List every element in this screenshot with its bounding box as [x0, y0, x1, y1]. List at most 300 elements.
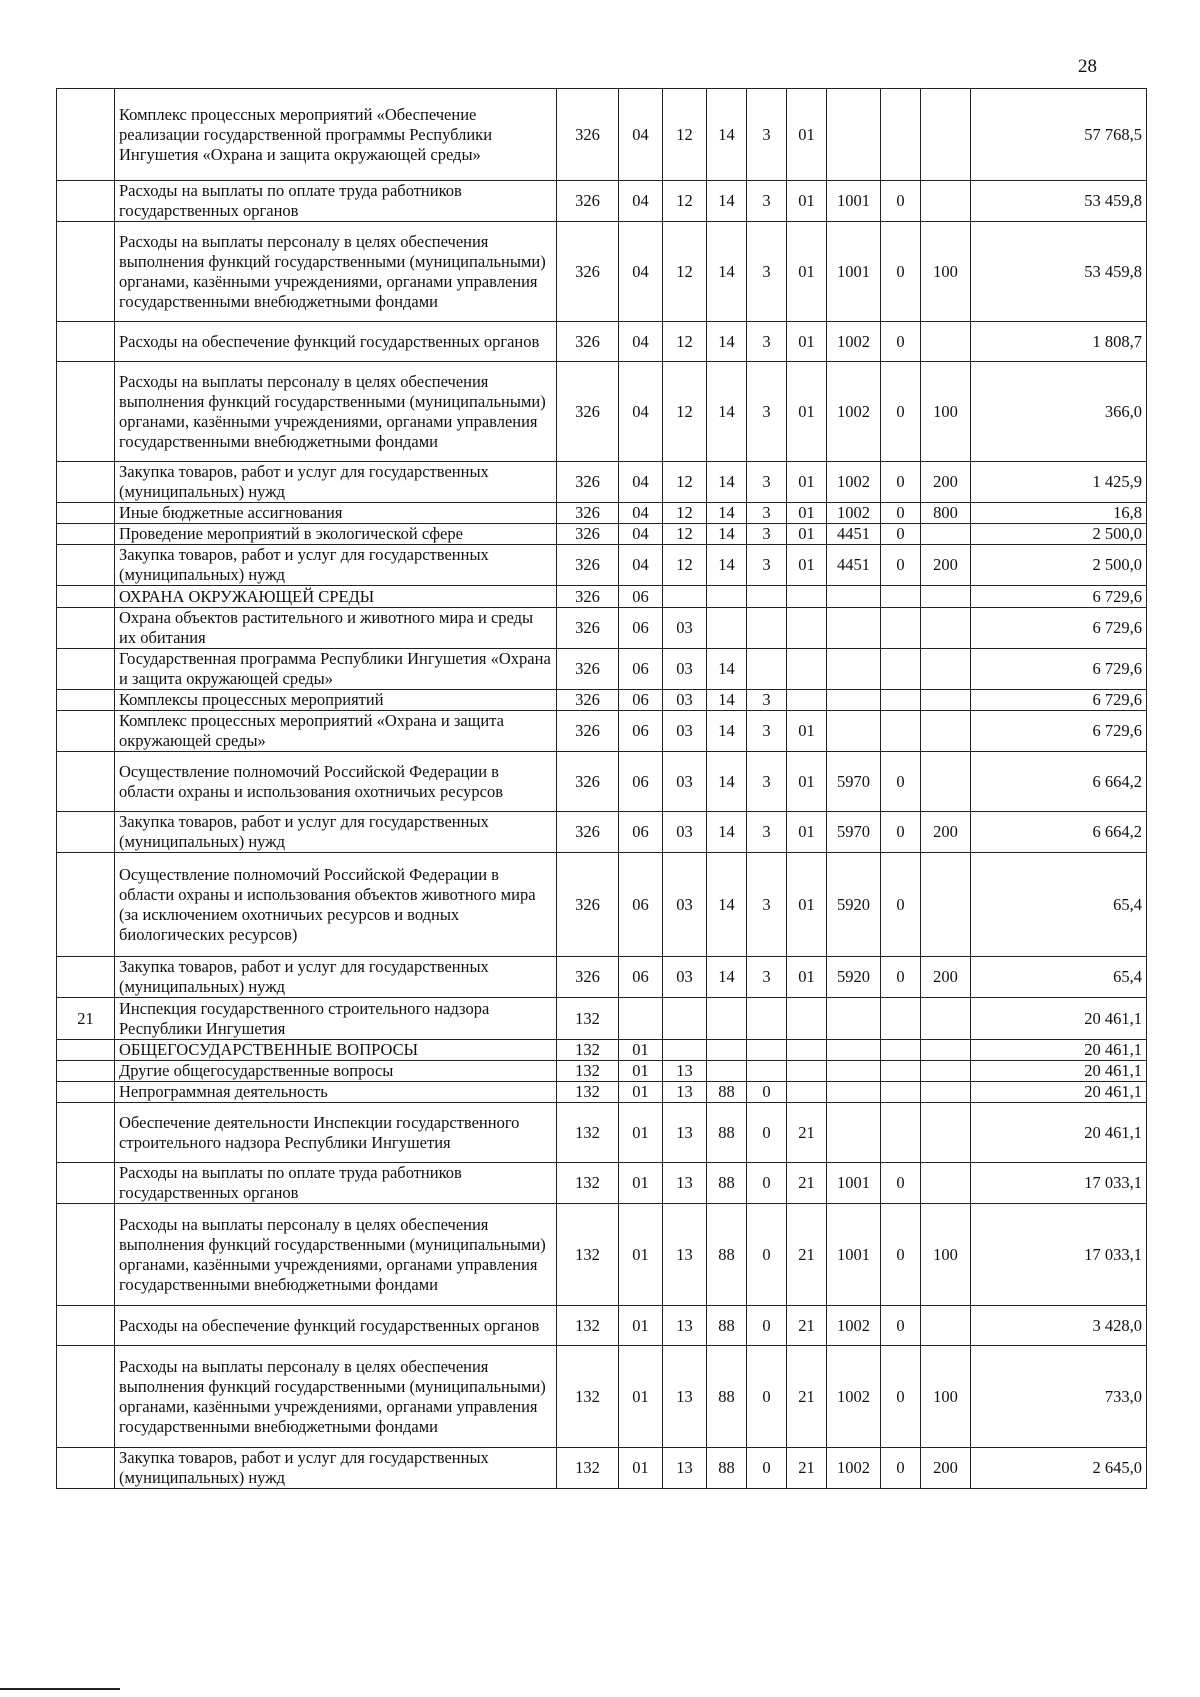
row-name: ОБЩЕГОСУДАРСТВЕННЫЕ ВОПРОСЫ	[115, 1040, 557, 1061]
code-program: 14	[707, 89, 747, 181]
table-row	[57, 89, 1147, 181]
code-sub-direction: 0	[881, 181, 921, 222]
code-main-event: 01	[787, 322, 827, 362]
code-expense-type	[921, 608, 971, 649]
code-section: 04	[619, 181, 663, 222]
code-sub-direction: 0	[881, 1448, 921, 1489]
code-main-event: 01	[787, 462, 827, 503]
code-subsection: 13	[663, 1204, 707, 1306]
page-edge-line	[0, 1688, 120, 1690]
code-direction: 1002	[827, 1448, 881, 1489]
code-section: 04	[619, 89, 663, 181]
code-program: 14	[707, 524, 747, 545]
code-sub-direction: 0	[881, 1204, 921, 1306]
row-index	[57, 89, 115, 181]
code-subprogram	[747, 1040, 787, 1061]
code-direction	[827, 608, 881, 649]
code-direction: 1002	[827, 1306, 881, 1346]
code-program: 14	[707, 711, 747, 752]
code-subprogram	[747, 608, 787, 649]
code-main-event: 21	[787, 1204, 827, 1306]
row-name: Комплексы процессных мероприятий	[115, 690, 557, 711]
code-sub-direction	[881, 690, 921, 711]
code-program	[707, 998, 747, 1040]
row-amount: 6 729,6	[971, 608, 1147, 649]
row-name: Расходы на выплаты персоналу в целях обеспечения выполнения функций государственными (муниципальными) органами, казёнными учреждениями, органами управления государственными внебюджетными фондами	[115, 222, 557, 322]
code-sub-direction: 0	[881, 524, 921, 545]
code-subprogram: 3	[747, 462, 787, 503]
code-expense-type: 100	[921, 222, 971, 322]
row-name: Закупка товаров, работ и услуг для государственных (муниципальных) нужд	[115, 545, 557, 586]
code-subprogram	[747, 586, 787, 608]
code-subsection: 13	[663, 1061, 707, 1082]
code-subprogram	[747, 998, 787, 1040]
row-amount: 53 459,8	[971, 222, 1147, 322]
row-name: Расходы на обеспечение функций государственных органов	[115, 1306, 557, 1346]
row-name: Обеспечение деятельности Инспекции государственного строительного надзора Республики Ингушетия	[115, 1103, 557, 1163]
code-program: 14	[707, 690, 747, 711]
code-sub-direction	[881, 649, 921, 690]
code-program: 88	[707, 1306, 747, 1346]
row-amount: 20 461,1	[971, 1061, 1147, 1082]
code-main-event: 01	[787, 711, 827, 752]
code-gov: 326	[557, 586, 619, 608]
code-subsection	[663, 1040, 707, 1061]
code-main-event	[787, 1061, 827, 1082]
code-subsection: 13	[663, 1163, 707, 1204]
code-program: 88	[707, 1346, 747, 1448]
code-section: 01	[619, 1448, 663, 1489]
code-section: 06	[619, 586, 663, 608]
table-row	[57, 362, 1147, 462]
code-expense-type	[921, 181, 971, 222]
code-sub-direction	[881, 586, 921, 608]
code-section: 01	[619, 1061, 663, 1082]
code-subsection: 13	[663, 1306, 707, 1346]
row-amount: 6 729,6	[971, 586, 1147, 608]
code-gov: 326	[557, 462, 619, 503]
code-section: 06	[619, 812, 663, 853]
code-program: 14	[707, 853, 747, 957]
code-gov: 326	[557, 957, 619, 998]
code-gov: 326	[557, 711, 619, 752]
code-section: 04	[619, 362, 663, 462]
code-main-event: 21	[787, 1448, 827, 1489]
code-subsection: 03	[663, 812, 707, 853]
code-gov: 132	[557, 1163, 619, 1204]
budget-table	[56, 88, 1147, 1489]
row-amount: 2 500,0	[971, 545, 1147, 586]
code-subprogram: 3	[747, 362, 787, 462]
code-gov: 132	[557, 1061, 619, 1082]
row-index	[57, 545, 115, 586]
code-subprogram: 3	[747, 853, 787, 957]
code-gov: 326	[557, 752, 619, 812]
code-subprogram	[747, 1061, 787, 1082]
code-sub-direction	[881, 1061, 921, 1082]
code-program: 14	[707, 362, 747, 462]
code-expense-type: 100	[921, 1346, 971, 1448]
row-index	[57, 957, 115, 998]
table-row	[57, 1163, 1147, 1204]
row-index: 21	[57, 998, 115, 1040]
code-expense-type: 200	[921, 812, 971, 853]
row-amount: 20 461,1	[971, 1040, 1147, 1061]
code-expense-type	[921, 690, 971, 711]
code-subprogram: 3	[747, 812, 787, 853]
code-program: 14	[707, 545, 747, 586]
code-subprogram: 3	[747, 690, 787, 711]
table-row	[57, 462, 1147, 503]
code-subsection: 12	[663, 222, 707, 322]
code-gov: 326	[557, 608, 619, 649]
code-gov: 132	[557, 998, 619, 1040]
code-subprogram: 0	[747, 1082, 787, 1103]
row-index	[57, 690, 115, 711]
code-section: 06	[619, 752, 663, 812]
code-gov: 132	[557, 1082, 619, 1103]
code-expense-type	[921, 711, 971, 752]
table-row	[57, 1204, 1147, 1306]
code-section: 04	[619, 222, 663, 322]
row-name: Закупка товаров, работ и услуг для государственных (муниципальных) нужд	[115, 1448, 557, 1489]
code-subprogram: 0	[747, 1306, 787, 1346]
page-number: 28	[1078, 56, 1097, 77]
table-row	[57, 1082, 1147, 1103]
code-program: 14	[707, 462, 747, 503]
code-subsection: 03	[663, 649, 707, 690]
row-name: Охрана объектов растительного и животного мира и среды их обитания	[115, 608, 557, 649]
code-subprogram	[747, 649, 787, 690]
row-amount: 53 459,8	[971, 181, 1147, 222]
code-sub-direction: 0	[881, 503, 921, 524]
code-subsection: 12	[663, 362, 707, 462]
row-amount: 6 729,6	[971, 690, 1147, 711]
table-row	[57, 524, 1147, 545]
code-subprogram: 3	[747, 181, 787, 222]
row-name: Расходы на выплаты персоналу в целях обеспечения выполнения функций государственными (муниципальными) органами, казёнными учреждениями, органами управления государственными внебюджетными фондами	[115, 1204, 557, 1306]
code-subprogram: 3	[747, 524, 787, 545]
code-direction	[827, 1082, 881, 1103]
code-gov: 326	[557, 322, 619, 362]
code-gov: 132	[557, 1103, 619, 1163]
code-subprogram: 3	[747, 222, 787, 322]
code-program	[707, 608, 747, 649]
code-section: 04	[619, 503, 663, 524]
table-row	[57, 690, 1147, 711]
row-amount: 17 033,1	[971, 1204, 1147, 1306]
code-direction: 1001	[827, 222, 881, 322]
table-row	[57, 545, 1147, 586]
row-index	[57, 462, 115, 503]
code-section: 01	[619, 1082, 663, 1103]
code-main-event	[787, 586, 827, 608]
row-name: Расходы на выплаты персоналу в целях обеспечения выполнения функций государственными (муниципальными) органами, казёнными учреждениями, органами управления государственными внебюджетными фондами	[115, 362, 557, 462]
code-subsection: 03	[663, 690, 707, 711]
code-subsection	[663, 998, 707, 1040]
code-subsection: 03	[663, 711, 707, 752]
row-index	[57, 812, 115, 853]
code-subsection: 12	[663, 545, 707, 586]
table-body	[57, 89, 1147, 1489]
row-amount: 733,0	[971, 1346, 1147, 1448]
code-gov: 326	[557, 89, 619, 181]
code-main-event: 01	[787, 524, 827, 545]
code-expense-type	[921, 1306, 971, 1346]
code-expense-type	[921, 1040, 971, 1061]
table-row	[57, 752, 1147, 812]
code-expense-type	[921, 752, 971, 812]
row-name: Другие общегосударственные вопросы	[115, 1061, 557, 1082]
code-subprogram: 0	[747, 1204, 787, 1306]
row-name: Расходы на выплаты по оплате труда работников государственных органов	[115, 1163, 557, 1204]
code-direction	[827, 1103, 881, 1163]
code-subsection: 03	[663, 752, 707, 812]
row-name: Комплекс процессных мероприятий «Обеспечение реализации государственной программы Республики Ингушетия «Охрана и защита окружающей среды»	[115, 89, 557, 181]
row-name: Проведение мероприятий в экологической сфере	[115, 524, 557, 545]
code-direction: 1002	[827, 322, 881, 362]
code-direction: 1001	[827, 1204, 881, 1306]
row-index	[57, 1306, 115, 1346]
row-index	[57, 1204, 115, 1306]
row-amount: 2 500,0	[971, 524, 1147, 545]
code-gov: 132	[557, 1040, 619, 1061]
row-name: Государственная программа Республики Ингушетия «Охрана и защита окружающей среды»	[115, 649, 557, 690]
code-gov: 326	[557, 545, 619, 586]
code-section	[619, 998, 663, 1040]
code-sub-direction: 0	[881, 957, 921, 998]
table-row	[57, 649, 1147, 690]
row-index	[57, 586, 115, 608]
code-program	[707, 1061, 747, 1082]
table-row	[57, 711, 1147, 752]
code-section: 04	[619, 545, 663, 586]
code-subprogram: 3	[747, 503, 787, 524]
code-direction	[827, 1040, 881, 1061]
code-program: 14	[707, 503, 747, 524]
code-subsection: 03	[663, 957, 707, 998]
code-direction: 1002	[827, 1346, 881, 1448]
row-amount: 65,4	[971, 957, 1147, 998]
code-subsection: 12	[663, 181, 707, 222]
code-main-event	[787, 998, 827, 1040]
row-index	[57, 1040, 115, 1061]
table-row	[57, 1346, 1147, 1448]
table-row	[57, 957, 1147, 998]
code-gov: 132	[557, 1306, 619, 1346]
code-program: 14	[707, 752, 747, 812]
code-expense-type	[921, 1163, 971, 1204]
code-subsection: 12	[663, 89, 707, 181]
table-row	[57, 322, 1147, 362]
code-subsection: 13	[663, 1448, 707, 1489]
code-direction	[827, 89, 881, 181]
code-main-event: 01	[787, 181, 827, 222]
row-amount: 1 808,7	[971, 322, 1147, 362]
table-row	[57, 608, 1147, 649]
code-sub-direction: 0	[881, 752, 921, 812]
code-gov: 326	[557, 222, 619, 322]
code-sub-direction: 0	[881, 462, 921, 503]
code-direction: 1002	[827, 503, 881, 524]
row-amount: 20 461,1	[971, 998, 1147, 1040]
code-gov: 326	[557, 181, 619, 222]
row-index	[57, 1346, 115, 1448]
code-gov: 326	[557, 649, 619, 690]
code-expense-type	[921, 998, 971, 1040]
code-section: 01	[619, 1040, 663, 1061]
code-expense-type: 100	[921, 362, 971, 462]
row-amount: 65,4	[971, 853, 1147, 957]
table-row	[57, 503, 1147, 524]
row-index	[57, 752, 115, 812]
row-index	[57, 1163, 115, 1204]
code-section: 06	[619, 649, 663, 690]
code-program: 88	[707, 1082, 747, 1103]
code-sub-direction	[881, 1103, 921, 1163]
table-row	[57, 853, 1147, 957]
code-main-event: 21	[787, 1103, 827, 1163]
code-program	[707, 586, 747, 608]
code-expense-type	[921, 649, 971, 690]
code-program: 14	[707, 812, 747, 853]
row-amount: 2 645,0	[971, 1448, 1147, 1489]
table-row	[57, 181, 1147, 222]
row-name: Осуществление полномочий Российской Федерации в области охраны и использования объектов животного мира (за исключением охотничьих ресурсов и водных биологических ресурсов)	[115, 853, 557, 957]
code-direction: 1001	[827, 1163, 881, 1204]
code-main-event	[787, 1082, 827, 1103]
code-section: 06	[619, 853, 663, 957]
code-sub-direction: 0	[881, 545, 921, 586]
code-expense-type	[921, 89, 971, 181]
code-main-event: 21	[787, 1306, 827, 1346]
code-direction: 5920	[827, 957, 881, 998]
row-amount: 6 664,2	[971, 752, 1147, 812]
row-index	[57, 1103, 115, 1163]
code-expense-type	[921, 1082, 971, 1103]
code-section: 01	[619, 1204, 663, 1306]
row-name: Инспекция государственного строительного надзора Республики Ингушетия	[115, 998, 557, 1040]
row-index	[57, 711, 115, 752]
row-amount: 6 729,6	[971, 649, 1147, 690]
code-program: 88	[707, 1448, 747, 1489]
code-program: 14	[707, 222, 747, 322]
code-program: 14	[707, 181, 747, 222]
row-index	[57, 322, 115, 362]
code-sub-direction: 0	[881, 1346, 921, 1448]
code-expense-type: 200	[921, 957, 971, 998]
row-index	[57, 853, 115, 957]
code-main-event	[787, 608, 827, 649]
row-amount: 6 729,6	[971, 711, 1147, 752]
code-subsection: 12	[663, 322, 707, 362]
row-index	[57, 181, 115, 222]
code-program: 88	[707, 1204, 747, 1306]
code-direction	[827, 711, 881, 752]
code-subprogram: 0	[747, 1346, 787, 1448]
row-name: Закупка товаров, работ и услуг для государственных (муниципальных) нужд	[115, 462, 557, 503]
row-amount: 20 461,1	[971, 1103, 1147, 1163]
code-direction: 5970	[827, 752, 881, 812]
table-row	[57, 1448, 1147, 1489]
code-sub-direction: 0	[881, 322, 921, 362]
code-section: 01	[619, 1306, 663, 1346]
code-expense-type	[921, 853, 971, 957]
code-subprogram: 0	[747, 1163, 787, 1204]
code-program: 14	[707, 322, 747, 362]
code-main-event: 01	[787, 89, 827, 181]
code-main-event: 21	[787, 1163, 827, 1204]
table-row	[57, 1306, 1147, 1346]
code-direction: 4451	[827, 545, 881, 586]
code-expense-type	[921, 1061, 971, 1082]
code-section: 04	[619, 322, 663, 362]
code-direction: 5970	[827, 812, 881, 853]
row-amount: 1 425,9	[971, 462, 1147, 503]
code-direction	[827, 1061, 881, 1082]
row-index	[57, 503, 115, 524]
code-direction: 5920	[827, 853, 881, 957]
row-index	[57, 362, 115, 462]
code-direction: 1002	[827, 362, 881, 462]
code-main-event: 01	[787, 503, 827, 524]
code-direction: 1001	[827, 181, 881, 222]
code-main-event: 01	[787, 545, 827, 586]
code-expense-type: 800	[921, 503, 971, 524]
code-gov: 326	[557, 690, 619, 711]
code-sub-direction	[881, 608, 921, 649]
code-direction	[827, 649, 881, 690]
code-section: 06	[619, 690, 663, 711]
row-name: Комплекс процессных мероприятий «Охрана и защита окружающей среды»	[115, 711, 557, 752]
code-subsection: 12	[663, 462, 707, 503]
row-index	[57, 524, 115, 545]
row-index	[57, 1061, 115, 1082]
table-row	[57, 812, 1147, 853]
row-name: Закупка товаров, работ и услуг для государственных (муниципальных) нужд	[115, 957, 557, 998]
code-section: 04	[619, 524, 663, 545]
code-section: 06	[619, 608, 663, 649]
row-amount: 16,8	[971, 503, 1147, 524]
row-index	[57, 649, 115, 690]
code-sub-direction: 0	[881, 222, 921, 322]
code-subprogram: 3	[747, 322, 787, 362]
code-program: 88	[707, 1103, 747, 1163]
row-name: Закупка товаров, работ и услуг для государственных (муниципальных) нужд	[115, 812, 557, 853]
code-subsection: 13	[663, 1346, 707, 1448]
code-main-event: 21	[787, 1346, 827, 1448]
code-section: 01	[619, 1103, 663, 1163]
code-sub-direction: 0	[881, 362, 921, 462]
row-name: Расходы на выплаты персоналу в целях обеспечения выполнения функций государственными (муниципальными) органами, казёнными учреждениями, органами управления государственными внебюджетными фондами	[115, 1346, 557, 1448]
code-sub-direction: 0	[881, 1163, 921, 1204]
code-main-event	[787, 690, 827, 711]
code-direction: 1002	[827, 462, 881, 503]
code-sub-direction	[881, 1040, 921, 1061]
code-gov: 326	[557, 503, 619, 524]
code-gov: 326	[557, 524, 619, 545]
code-expense-type: 200	[921, 1448, 971, 1489]
row-name: Расходы на выплаты по оплате труда работников государственных органов	[115, 181, 557, 222]
code-main-event	[787, 649, 827, 690]
row-name: Расходы на обеспечение функций государственных органов	[115, 322, 557, 362]
table-row	[57, 1061, 1147, 1082]
code-program: 14	[707, 649, 747, 690]
row-name: Непрограммная деятельность	[115, 1082, 557, 1103]
code-sub-direction: 0	[881, 812, 921, 853]
code-main-event: 01	[787, 957, 827, 998]
code-program: 14	[707, 957, 747, 998]
